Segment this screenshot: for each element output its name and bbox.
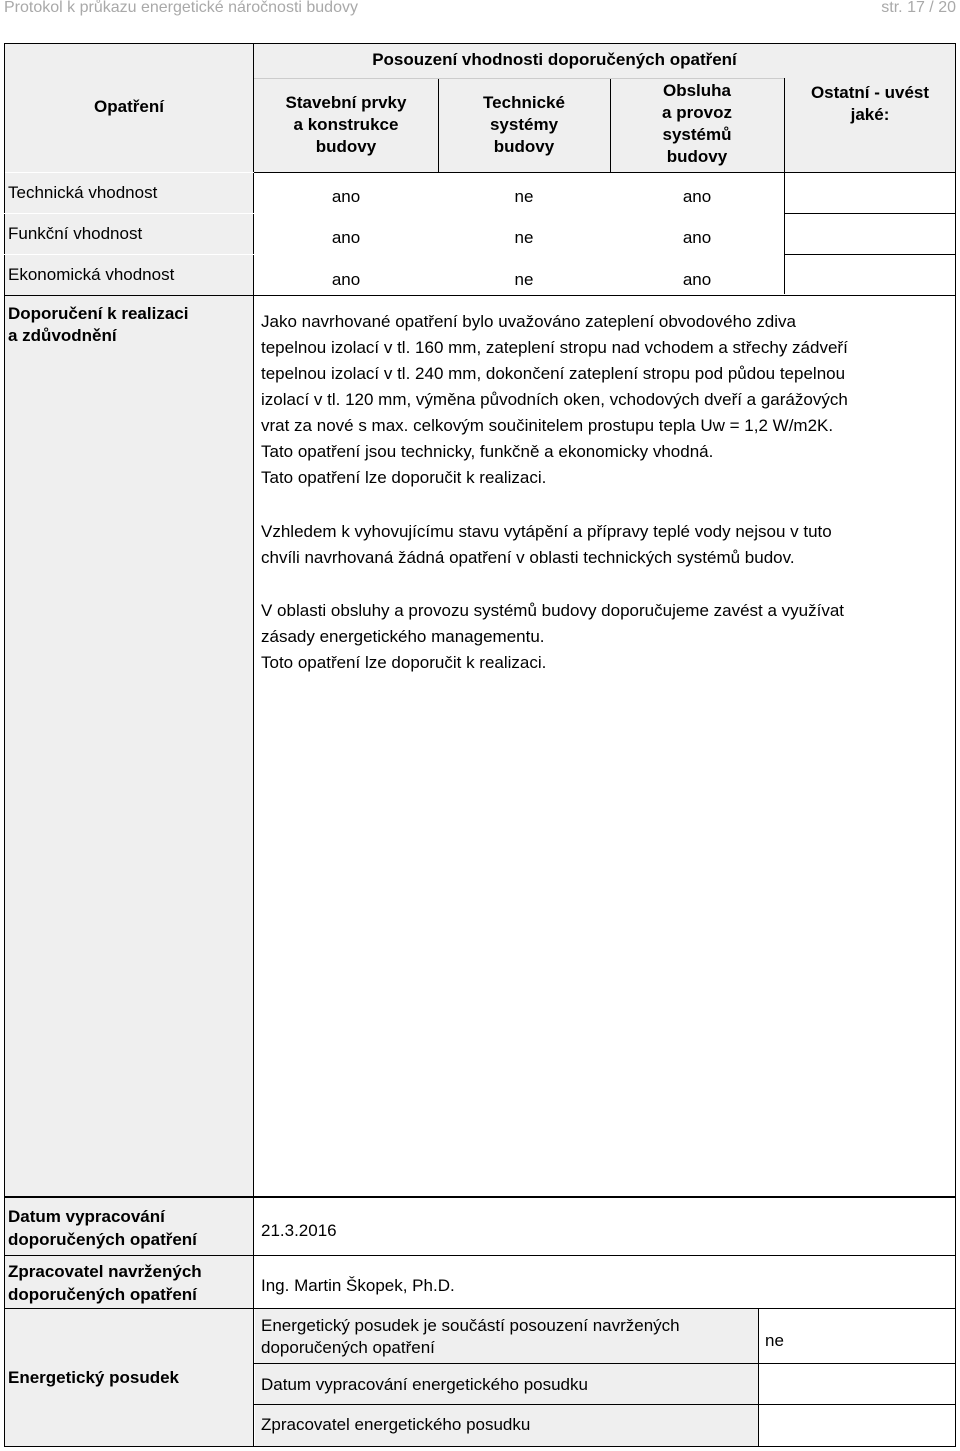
col-measure-header: Opatření: [94, 97, 164, 116]
date-label: Datum vypracování doporučených opatření: [8, 1207, 197, 1249]
recommendation-paragraph-1: Jako navrhované opatření bylo uvažováno zateplení obvodového zdiva tepelnou izolací v tl. 160 mm, zateplení stropu nad vchodem a střechy zádveří tepelnou izolací v tl. 240 mm, dokončení zateplení stropu pod půdou tepelnou izolací v tl. 120 mm, výměna původních oken, vchodových dveří a garážových vrat za nové s max. celkovým součinitelem prostupu tepla Uw = 1,2 W/m2K. Tato opatření jsou technicky, funkčně a ekonomicky vhodná. Tato opatření lze doporučit k realizaci.: [261, 312, 848, 487]
cell-technical: ne: [514, 187, 534, 206]
col-other-header: Ostatní - uvést jaké:: [810, 83, 930, 124]
cell-technical: ne: [514, 228, 534, 247]
divider: [438, 78, 439, 172]
cell-building: ano: [331, 187, 361, 206]
divider: [4, 213, 254, 214]
cell-building: ano: [331, 228, 361, 247]
document-title: Protokol k průkazu energetické náročnosti budovy: [4, 0, 358, 16]
row-label: Technická vhodnost: [8, 183, 158, 202]
divider: [254, 1404, 956, 1405]
divider: [254, 78, 784, 79]
cell-operation: ano: [682, 228, 712, 247]
cell-operation: ano: [682, 187, 712, 206]
col-operation-header: Obsluha a provoz systémů budovy: [662, 81, 732, 166]
group-header: Posouzení vhodnosti doporučených opatření: [372, 50, 737, 69]
divider: [4, 295, 956, 296]
recommendation-paragraph-2: Vzhledem k vyhovujícímu stavu vytápění a přípravy teplé vody nejsou v tuto chvíli navrhovaná žádná opatření v oblasti technických systémů budov.: [261, 522, 832, 567]
row-label: Funkční vhodnost: [8, 224, 143, 243]
energy-question-3: Zpracovatel energetického posudku: [261, 1415, 531, 1434]
date-value: 21.3.2016: [261, 1221, 337, 1240]
energy-label: Energetický posudek: [8, 1368, 180, 1387]
row-label: Ekonomická vhodnost: [8, 265, 175, 284]
recommendation-paragraph-3: V oblasti obsluhy a provozu systémů budovy doporučujeme zavést a využívat zásady energetického managementu. Toto opatření lze doporučit k realizaci.: [261, 601, 845, 672]
author-label: Zpracovatel navržených doporučených opatření: [8, 1262, 202, 1304]
recommendation-label: Doporučení k realizaci a zdůvodnění: [8, 304, 189, 345]
cell-technical: ne: [514, 270, 534, 289]
author-value: Ing. Martin Škopek, Ph.D.: [261, 1276, 455, 1295]
divider: [254, 1363, 956, 1364]
energy-question-2: Datum vypracování energetického posudku: [261, 1375, 588, 1394]
col-technical-header: Technické systémy budovy: [483, 93, 565, 156]
energy-answer-1: ne: [765, 1331, 784, 1350]
page-number: str. 17 / 20: [881, 0, 956, 16]
divider: [4, 1255, 956, 1256]
divider: [4, 1197, 956, 1198]
cell-building: ano: [331, 270, 361, 289]
col-building-header: Stavební prvky a konstrukce budovy: [285, 93, 407, 156]
divider: [610, 78, 611, 172]
divider: [4, 254, 254, 255]
energy-question-1: Energetický posudek je součástí posouzení navržených doporučených opatření: [261, 1316, 680, 1357]
divider: [784, 213, 956, 214]
divider: [784, 254, 956, 255]
divider: [784, 78, 785, 294]
cell-operation: ano: [682, 270, 712, 289]
header-bottom-line: [254, 172, 956, 173]
